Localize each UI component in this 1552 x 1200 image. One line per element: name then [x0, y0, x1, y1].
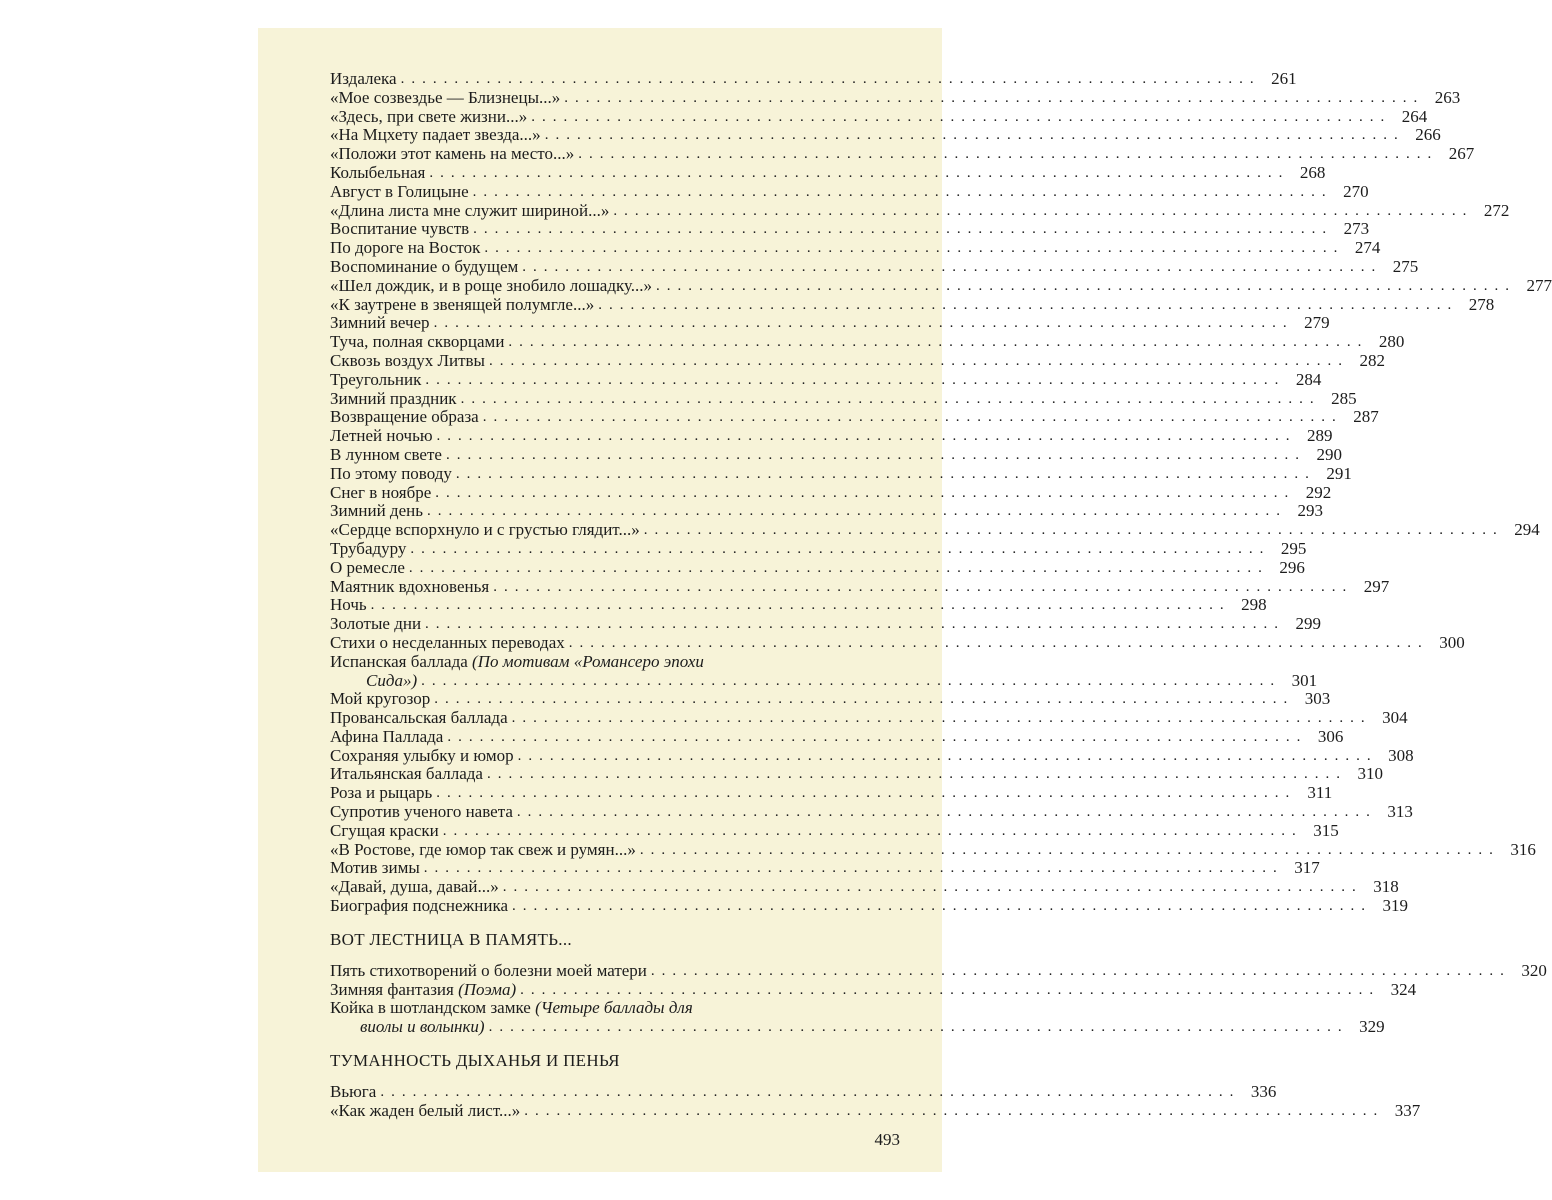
dot-leader: ................................................................................ — [598, 296, 1459, 313]
toc-entry — [330, 689, 1331, 709]
dot-leader: ................................................................................ — [380, 1084, 1241, 1101]
page-number: 318 — [1373, 877, 1399, 897]
dot-leader: ................................................................................ — [520, 981, 1381, 998]
toc-group-2 — [330, 960, 1547, 981]
toc-entry-title: Сгущая краски — [330, 820, 439, 840]
dot-leader: ................................................................................ — [516, 804, 1377, 821]
page-number: 275 — [1392, 256, 1419, 276]
toc-entry — [330, 764, 1383, 784]
dot-leader: ................................................................................ — [511, 710, 1372, 727]
toc-entry-title: Вьюга — [330, 1082, 377, 1102]
toc-entry — [330, 144, 1475, 164]
toc-entry — [330, 106, 1428, 127]
toc-entry — [330, 162, 1326, 183]
dot-leader: ................................................................................ — [408, 559, 1269, 576]
page-number: 315 — [1313, 820, 1339, 840]
page-number: 294 — [1514, 520, 1540, 540]
dot-leader: ................................................................................ — [434, 691, 1295, 708]
dot-leader: ................................................................................ — [472, 183, 1333, 200]
toc-entry — [330, 350, 1385, 371]
toc-entry-title: Золотые дни — [330, 614, 422, 634]
dot-leader: ................................................................................ — [455, 465, 1316, 482]
dot-leader: ................................................................................ — [442, 822, 1303, 839]
page-number: 324 — [1390, 979, 1417, 999]
toc-entry-title: Ночь — [330, 595, 367, 615]
toc-entry — [330, 256, 1419, 277]
toc-entry — [330, 708, 1408, 728]
page-number: 313 — [1387, 802, 1413, 822]
dot-leader: ................................................................................ — [544, 127, 1405, 144]
toc-entry-spanish-line2: Сида») ................................................................................ 301 — [366, 670, 1318, 690]
page-number: 296 — [1279, 557, 1305, 577]
toc-group-1 — [330, 69, 1552, 653]
toc-entry — [330, 726, 1344, 747]
toc-entry — [330, 125, 1441, 145]
page-number: 279 — [1304, 313, 1330, 333]
toc-entry-title: Биография подснежника — [330, 896, 508, 916]
section-heading-2: ВОТ ЛЕСТНИЦА В ПАМЯТЬ... — [330, 929, 572, 949]
toc-group-1b — [330, 689, 1536, 916]
page-number: 285 — [1331, 388, 1357, 408]
page-number: 282 — [1359, 350, 1385, 370]
page-number: 299 — [1295, 614, 1322, 634]
dot-leader: ................................................................................ — [531, 108, 1392, 125]
toc-entry-title: «На Мцхету падает звезда...» — [330, 125, 541, 145]
page-number: 270 — [1343, 181, 1369, 201]
toc-entry — [330, 783, 1333, 803]
toc-entry — [330, 802, 1413, 822]
dot-leader: ................................................................................ — [484, 240, 1345, 257]
dot-leader: ................................................................................ — [425, 616, 1286, 633]
page-number: 277 — [1526, 275, 1552, 295]
toc-entry — [330, 501, 1323, 521]
dot-leader: ................................................................................ — [512, 898, 1372, 915]
page-number: 272 — [1483, 200, 1510, 220]
toc-entry-title: Супротив ученого навета — [330, 802, 513, 822]
page-number: 280 — [1378, 332, 1405, 352]
toc-entry-title: Маятник вдохновенья — [330, 576, 490, 596]
toc-entry-fantasy: Зимняя фантазия (Поэма) ................................................................................ 324 — [330, 979, 1417, 999]
toc-entry-title: Туча, полная скворцами — [330, 332, 505, 352]
page-number: 306 — [1317, 726, 1344, 746]
page-number: 304 — [1382, 708, 1408, 728]
toc-entry-title: «Положи этот камень на место...» — [330, 144, 575, 164]
dot-leader: ................................................................................ — [517, 747, 1378, 764]
toc-entry-title: «Как жаден белый лист...» — [330, 1100, 521, 1120]
toc-entry — [330, 557, 1305, 578]
toc-entry — [330, 520, 1540, 540]
toc-entry-title: Роза и рыцарь — [330, 783, 433, 803]
page-number: 284 — [1295, 369, 1322, 389]
dot-leader: ................................................................................ — [643, 522, 1504, 539]
dot-leader: ................................................................................ — [656, 277, 1517, 294]
toc-entry — [330, 745, 1414, 766]
dot-leader: ................................................................................ — [486, 766, 1347, 783]
toc-entry — [330, 313, 1330, 333]
toc-entry-spanish-line1: Испанская баллада (По мотивам «Романсеро эпохи — [330, 651, 704, 671]
toc-entry-title: Сохраняя улыбку и юмор — [330, 745, 514, 765]
dot-leader: ................................................................................ — [564, 89, 1425, 106]
toc-entry — [330, 1100, 1421, 1121]
dot-leader: ................................................................................ — [639, 841, 1500, 858]
toc-entry-title: Зимний день — [330, 501, 423, 521]
toc-entry — [330, 332, 1405, 352]
toc-entry — [330, 69, 1297, 89]
toc-entry — [330, 482, 1332, 503]
toc-entry — [330, 595, 1267, 615]
page-number: 336 — [1250, 1082, 1277, 1102]
page-number: 320 — [1521, 960, 1547, 980]
toc-entry — [330, 200, 1510, 221]
toc-entry-title: Летней ночью — [330, 426, 433, 446]
page-number: 316 — [1510, 839, 1536, 859]
page-number: 267 — [1448, 144, 1475, 164]
toc-entry-title: Итальянская баллада — [330, 764, 483, 784]
page-number: 295 — [1280, 538, 1307, 558]
toc-entry-title: Снег в ноябре — [330, 482, 432, 502]
toc-entry — [330, 877, 1399, 897]
toc-entry — [330, 407, 1379, 427]
dot-leader: ................................................................................ — [400, 71, 1261, 87]
toc-entry — [330, 369, 1322, 390]
dot-leader: ................................................................................ — [445, 446, 1306, 463]
toc-entry-title: Воспоминание о будущем — [330, 256, 519, 276]
toc-entry-title: По дороге на Восток — [330, 238, 481, 258]
page-number: 301 — [1291, 670, 1318, 690]
page-number: 300 — [1439, 632, 1465, 652]
dot-leader: ................................................................................ — [423, 860, 1284, 877]
toc-entry — [330, 388, 1357, 409]
toc-entry-koika-line2: виолы и волынки) ................................................................................ 329 — [360, 1017, 1385, 1037]
toc-entry — [330, 632, 1465, 653]
toc-entry-title: Трубадуру — [330, 538, 407, 558]
toc-entry — [330, 1082, 1277, 1102]
toc-entry-title: Мой кругозор — [330, 689, 431, 709]
toc-entry — [330, 463, 1352, 484]
toc-entry-title: По этому поводу — [330, 463, 452, 483]
toc-entry-title: «Мое созвездье — Близнецы...» — [330, 87, 561, 107]
toc-entry-title: Треугольник — [330, 369, 422, 389]
dot-leader: ................................................................................ — [488, 352, 1349, 369]
toc-entry-title: Зимний праздник — [330, 388, 457, 408]
dot-leader: ................................................................................ — [447, 728, 1308, 745]
toc-entry — [330, 219, 1370, 239]
page-number: 293 — [1297, 501, 1323, 521]
toc-entry-title: Сквозь воздух Литвы — [330, 350, 485, 370]
toc-entry-title: Афина Паллада — [330, 726, 444, 746]
page-number: 317 — [1294, 858, 1320, 878]
dot-leader: ................................................................................ — [435, 484, 1296, 501]
dot-leader: ................................................................................ — [650, 962, 1511, 979]
dot-leader: ................................................................................ — [410, 540, 1271, 557]
toc-entry-title: «В Ростове, где юмор так свеж и румян...» — [330, 839, 636, 859]
toc-entry — [330, 614, 1322, 634]
toc-entry — [330, 820, 1339, 841]
toc-entry-title: О ремесле — [330, 557, 405, 577]
page-number: 298 — [1241, 595, 1267, 615]
toc-entry — [330, 960, 1547, 981]
page-number: 261 — [1271, 69, 1297, 88]
page-number: 308 — [1388, 745, 1414, 765]
dot-leader: ................................................................................ — [436, 785, 1297, 802]
toc-entry-title: Мотив зимы — [330, 858, 420, 878]
page-number: 289 — [1307, 426, 1333, 446]
dot-leader: ................................................................................ — [578, 146, 1439, 163]
toc-entry-title: Провансальская баллада — [330, 708, 508, 728]
page-number: 337 — [1394, 1100, 1421, 1120]
toc-entry-title: Зимний вечер — [330, 313, 430, 333]
page-number: 278 — [1468, 294, 1495, 314]
toc-entry — [330, 896, 1408, 916]
page-number: 263 — [1434, 87, 1461, 107]
page-number: 291 — [1326, 463, 1352, 483]
dot-leader: ................................................................................ — [436, 428, 1297, 445]
dot-leader: ................................................................................ — [421, 672, 1282, 689]
page-number: 273 — [1343, 219, 1370, 239]
page-number: 264 — [1401, 106, 1428, 126]
dot-leader: ................................................................................ — [508, 334, 1369, 351]
dot-leader: ................................................................................ — [473, 221, 1334, 238]
toc-entry-title: Возвращение образа — [330, 407, 479, 427]
dot-leader: ................................................................................ — [426, 503, 1287, 520]
toc-entry-title: «Здесь, при свете жизни...» — [330, 106, 528, 126]
toc-entry-title: Издалека — [330, 69, 397, 88]
dot-leader: ................................................................................ — [460, 390, 1321, 407]
toc-entry-title: «Давай, душа, давай...» — [330, 877, 499, 897]
dot-leader: ................................................................................ — [524, 1102, 1385, 1119]
toc-entry — [330, 576, 1390, 597]
dot-leader: ................................................................................ — [429, 164, 1290, 181]
toc-entry — [330, 538, 1307, 559]
toc-entry — [330, 294, 1495, 315]
page-number: 311 — [1307, 783, 1333, 803]
dot-leader: ................................................................................ — [502, 879, 1363, 896]
dot-leader: ................................................................................ — [568, 634, 1429, 651]
dot-leader: ................................................................................ — [425, 371, 1286, 388]
page-number: 274 — [1354, 238, 1381, 258]
book-page — [258, 28, 1552, 1172]
toc-entry-title: Пять стихотворений о болезни моей матери — [330, 960, 647, 980]
dot-leader: ................................................................................ — [493, 578, 1354, 595]
page-number: 268 — [1299, 162, 1326, 182]
toc-entry-title: Воспитание чувств — [330, 219, 470, 239]
toc-entry — [330, 87, 1461, 108]
page-number: 319 — [1382, 896, 1408, 916]
dot-leader: ................................................................................ — [370, 597, 1231, 614]
toc-entry — [330, 839, 1536, 860]
dot-leader: ................................................................................ — [482, 409, 1343, 426]
page-number: 292 — [1305, 482, 1332, 502]
page-number: 329 — [1359, 1017, 1385, 1037]
dot-leader: ................................................................................ — [488, 1019, 1349, 1036]
dot-leader: ................................................................................ — [433, 315, 1294, 332]
toc-entry — [330, 444, 1342, 465]
toc-entry-title: «К заутрене в звенящей полумгле...» — [330, 294, 595, 314]
toc-entry-title: Август в Голицыне — [330, 181, 469, 201]
toc-entry-title: «Шел дождик, и в роще знобило лошадку...» — [330, 275, 653, 295]
toc-entry — [330, 858, 1320, 878]
toc-entry-title: «Длина листа мне служит шириной...» — [330, 200, 610, 220]
page-number: 297 — [1363, 576, 1390, 596]
dot-leader: ................................................................................ — [522, 258, 1383, 275]
page-number: 303 — [1304, 689, 1331, 709]
page-number: 266 — [1415, 125, 1441, 145]
toc-entry — [330, 275, 1552, 296]
page-number: 290 — [1316, 444, 1342, 464]
page-number: 287 — [1353, 407, 1379, 427]
toc-entry-title: «Сердце вспорхнуло и с грустью глядит...» — [330, 520, 640, 540]
toc-entry-title: Колыбельная — [330, 162, 426, 182]
toc-group-3 — [330, 1082, 1421, 1121]
page-number: 310 — [1357, 764, 1383, 784]
table-of-contents — [330, 69, 1552, 1121]
toc-entry — [330, 426, 1333, 446]
section-heading-3: ТУМАННОСТЬ ДЫХАНЬЯ И ПЕНЬЯ — [330, 1051, 620, 1071]
toc-entry-koika-line1: Койка в шотландском замке (Четыре баллады для — [330, 998, 693, 1018]
toc-entry — [330, 238, 1381, 258]
dot-leader: ................................................................................ — [613, 202, 1474, 219]
toc-entry — [330, 181, 1369, 202]
toc-entry-title: В лунном свете — [330, 444, 442, 464]
toc-entry-title: Стихи о несделанных переводах — [330, 632, 565, 652]
folio-page-number: 493 — [874, 1130, 900, 1149]
